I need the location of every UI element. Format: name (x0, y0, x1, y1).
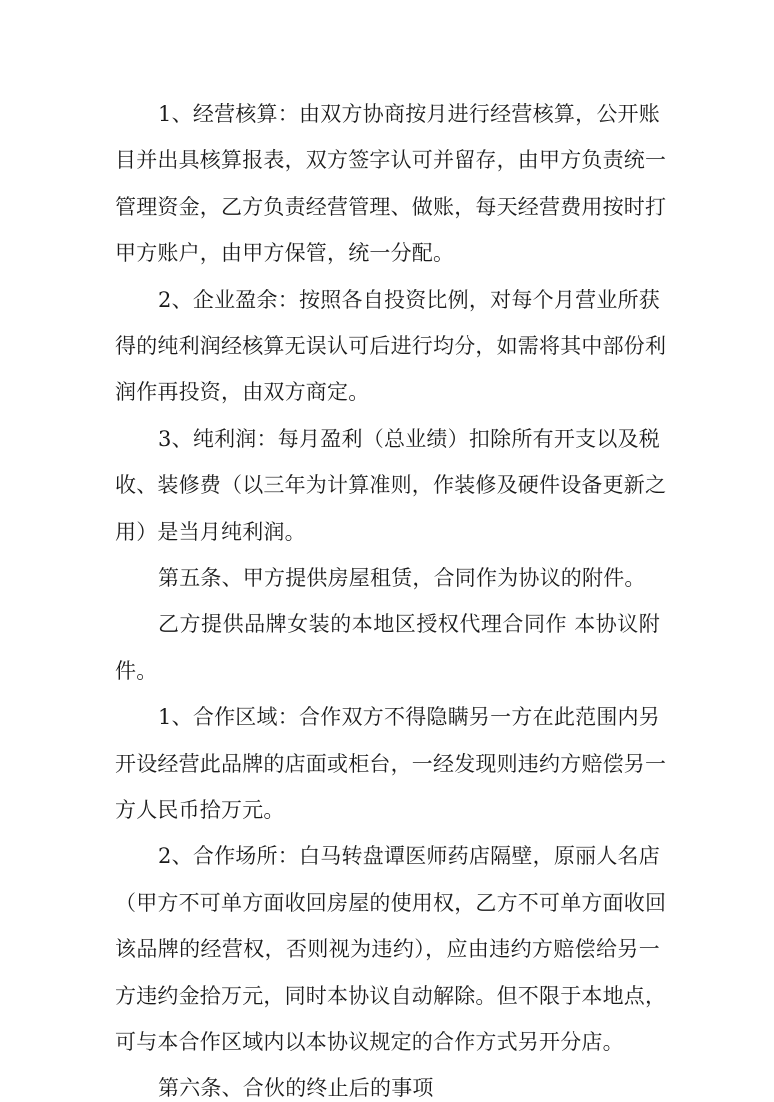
paragraph-line: 件。 (115, 658, 158, 683)
paragraph-line: 可与本合作区域内以本协议规定的合作方式另开分店。 (115, 1030, 624, 1054)
paragraph-line: 甲方账户，由甲方保管，统一分配。 (115, 241, 455, 266)
paragraph-line: 润作再投资，由双方商定。 (115, 380, 370, 405)
paragraph-line: 2、企业盈余：按照各自投资比例，对每个月营业所获 (158, 287, 660, 312)
article-heading: 第五条、甲方提供房屋租赁，合同作为协议的附件。 (158, 566, 646, 590)
paragraph-line: 该品牌的经营权，否则视为违约），应由违约方赔偿给另一 (115, 937, 660, 962)
paragraph-line: 用）是当月纯利润。 (115, 519, 306, 544)
paragraph-line: （甲方不可单方面收回房屋的使用权，乙方不可单方面收回 (115, 890, 667, 915)
paragraph-line: 方人民币拾万元。 (115, 798, 285, 822)
paragraph-line: 收、装修费（以三年为计算准则，作装修及硬件设备更新之 (115, 473, 667, 498)
paragraph-line: 目并出具核算报表，双方签字认可并留存，由甲方负责统一 (115, 148, 667, 173)
paragraph-line: 1、合作区域：合作双方不得隐瞒另一方在此范围内另 (158, 705, 660, 730)
article-heading: 第六条、合伙的终止后的事项 (158, 1076, 434, 1101)
paragraph-line: 方违约金拾万元，同时本协议自动解除。但不限于本地点， (115, 983, 667, 1008)
paragraph-line: 2、合作场所：白马转盘谭医师药店隔壁，原丽人名店 (158, 844, 660, 869)
paragraph-line: 乙方提供品牌女装的本地区授权代理合同作 本协议附 (158, 612, 660, 637)
paragraph-line: 得的纯利润经核算无误认可后进行均分，如需将其中部份利 (115, 334, 667, 358)
paragraph-line: 1、经营核算：由双方协商按月进行经营核算，公开账 (158, 102, 660, 126)
paragraph-line: 管理资金，乙方负责经营管理、做账，每天经营费用按时打 (115, 194, 667, 219)
paragraph-line: 开设经营此品牌的店面或柜台，一经发现则违约方赔偿另一 (115, 751, 667, 776)
paragraph-line: 3、纯利润：每月盈利（总业绩）扣除所有开支以及税 (158, 426, 660, 451)
